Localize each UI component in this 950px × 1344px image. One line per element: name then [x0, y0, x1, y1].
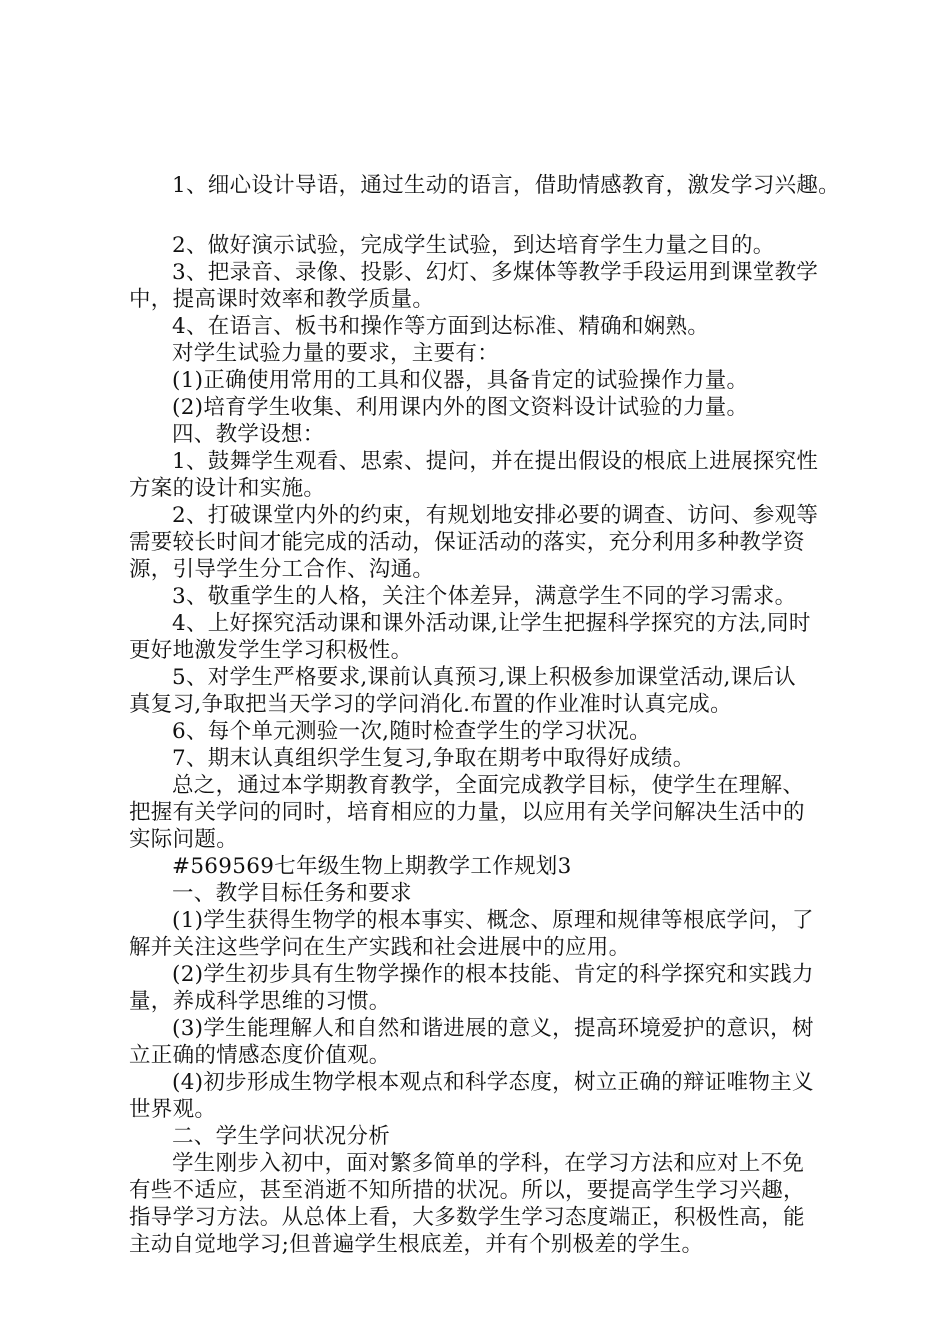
- paragraph-line: (1)正确使用常用的工具和仪器，具备肯定的试验操作力量。: [172, 368, 749, 393]
- paragraph-line: (1)学生获得生物学的根本事实、概念、原理和规律等根底学问，了: [172, 908, 814, 933]
- paragraph-line: 有些不适应，甚至消逝不知所措的状况。所以，要提高学生学习兴趣，: [129, 1178, 805, 1203]
- paragraph-line: 4、在语言、板书和操作等方面到达标准、精确和娴熟。: [172, 314, 710, 339]
- paragraph-line: 源，引导学生分工合作、沟通。: [129, 557, 435, 582]
- paragraph-line: 2、打破课堂内外的约束，有规划地安排必要的调查、访问、参观等: [172, 503, 819, 528]
- paragraph-line: 总之，通过本学期教育教学，全面完成教学目标，使学生在理解、: [172, 773, 805, 798]
- document-title: #569569七年级生物上期教学工作规划3: [172, 854, 572, 879]
- paragraph-line: 3、把录音、录像、投影、幻灯、多煤体等教学手段运用到课堂教学: [172, 260, 819, 285]
- paragraph-line: 5、对学生严格要求,课前认真预习,课上积极参加课堂活动,课后认: [172, 665, 796, 690]
- paragraph-line: (2)学生初步具有生物学操作的根本技能、肯定的科学探究和实践力: [172, 962, 814, 987]
- paragraph-line: 真复习,争取把当天学习的学问消化.布置的作业准时认真完成。: [129, 692, 732, 717]
- section-heading: 一、教学目标任务和要求: [172, 881, 412, 906]
- paragraph-line: 主动自觉地学习;但普遍学生根底差，并有个别极差的学生。: [129, 1232, 704, 1257]
- paragraph-line: 对学生试验力量的要求，主要有：: [172, 341, 500, 366]
- section-heading: 二、学生学问状况分析: [172, 1124, 391, 1149]
- paragraph-line: 3、敬重学生的人格，关注个体差异，满意学生不同的学习需求。: [172, 584, 797, 609]
- paragraph-line: (3)学生能理解人和自然和谐进展的意义，提高环境爱护的意识，树: [172, 1016, 814, 1041]
- paragraph-line: 学生刚步入初中，面对繁多简单的学科，在学习方法和应对上不免: [172, 1151, 805, 1176]
- document-body: [129, 172, 849, 1258]
- paragraph-line: 2、做好演示试验，完成学生试验，到达培育学生力量之目的。: [172, 233, 775, 258]
- section-heading: 四、教学设想：: [172, 422, 325, 447]
- paragraph-line: 指导学习方法。从总体上看，大多数学生学习态度端正，积极性高，能: [129, 1205, 805, 1230]
- paragraph-line: 更好地激发学生学习积极性。: [129, 638, 413, 663]
- paragraph-line: 4、上好探究活动课和课外活动课,让学生把握科学探究的方法,同时: [172, 611, 811, 636]
- paragraph-line: 解并关注这些学问在生产实践和社会进展中的应用。: [129, 935, 631, 960]
- paragraph-line: 方案的设计和实施。: [129, 476, 326, 501]
- paragraph-line: 1、鼓舞学生观看、思索、提问，并在提出假设的根底上进展探究性: [172, 449, 819, 474]
- paragraph-line: 中，提高课时效率和教学质量。: [129, 287, 435, 312]
- paragraph-line: 立正确的情感态度价值观。: [129, 1043, 391, 1068]
- paragraph-line: 实际问题。: [129, 827, 239, 852]
- paragraph-line: 6、每个单元测验一次,随时检查学生的学习状况。: [172, 719, 651, 744]
- paragraph-line: 把握有关学问的同时，培育相应的力量，以应用有关学问解决生活中的: [129, 800, 805, 825]
- paragraph-line: 量，养成科学思维的习惯。: [129, 989, 391, 1014]
- paragraph-line: (4)初步形成生物学根本观点和科学态度，树立正确的辩证唯物主义: [172, 1070, 814, 1095]
- paragraph-line: (2)培育学生收集、利用课内外的图文资料设计试验的力量。: [172, 395, 749, 420]
- paragraph-line: 需要较长时间才能完成的活动，保证活动的落实，充分利用多种教学资: [129, 530, 805, 555]
- paragraph-line: 世界观。: [129, 1097, 217, 1122]
- paragraph-gap: [129, 199, 849, 232]
- paragraph-line: 7、期末认真组织学生复习,争取在期考中取得好成绩。: [172, 746, 695, 771]
- paragraph-line: 1、细心设计导语，通过生动的语言，借助情感教育，激发学习兴趣。: [172, 173, 840, 198]
